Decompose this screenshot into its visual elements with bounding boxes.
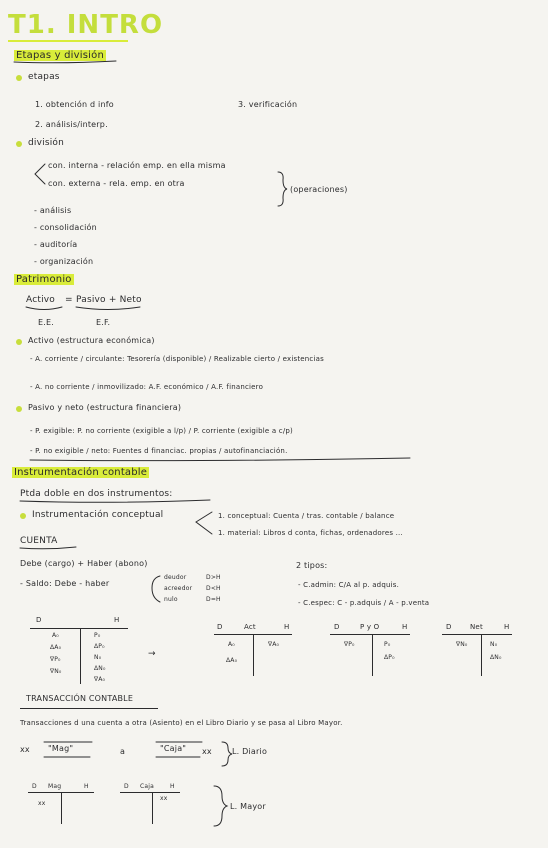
- taccount-main-right: ΔN₀: [94, 665, 106, 672]
- etapas-heading: etapas: [28, 72, 60, 82]
- libro-mayor-label: L. Mayor: [230, 802, 266, 811]
- mayor-caja-h: H: [170, 783, 175, 790]
- etapas-item-3: 3. verificación: [238, 100, 298, 109]
- taccount-act-left: A₀: [228, 641, 235, 648]
- saldo-deudor: deudor: [164, 574, 187, 581]
- label-ee: E.E.: [38, 318, 54, 327]
- mayor-brace: [214, 786, 227, 826]
- activo-heading: Activo (estructura económica): [28, 336, 155, 345]
- saldo-brace: [152, 576, 160, 602]
- saldo: - Saldo: Debe - haber: [20, 579, 110, 588]
- taccount-act-right: ∇A₀: [268, 641, 280, 648]
- mayor-caja-entry: xx: [160, 795, 168, 802]
- partida-doble: Ptda doble en dos instrumentos:: [20, 489, 173, 499]
- equation-equals: =: [65, 295, 73, 305]
- taccount-pyo-h: H: [402, 623, 408, 631]
- equation-pasivo-neto: Pasivo + Neto: [76, 295, 142, 305]
- taccount-pyo-right: P₀: [384, 641, 391, 648]
- taccount-net-right: ΔN₀: [490, 654, 502, 661]
- conceptual-angle-bracket: [196, 512, 212, 534]
- taccount-main-right: ΔP₀: [94, 643, 105, 650]
- asiento-xx-2: xx: [202, 747, 212, 756]
- pasivo-exigible: - P. exigible: P. no corriente (exigible a l/p) / P. corriente (exigible a c/p): [30, 427, 293, 435]
- taccount-act-name: Act: [244, 623, 256, 631]
- division-subtype: - consolidación: [34, 223, 97, 232]
- debe-haber: Debe (cargo) + Haber (abono): [20, 559, 148, 568]
- activo-no-corriente: - A. no corriente / inmovilizado: A.F. económico / A.F. financiero: [30, 383, 264, 391]
- section-transaccion: TRANSACCIÓN CONTABLE: [26, 694, 134, 703]
- asiento-mag: "Mag": [48, 744, 74, 753]
- pasivo-heading: Pasivo y neto (estructura financiera): [28, 403, 182, 412]
- division-subtype: - organización: [34, 257, 94, 266]
- section-patrimonio: Patrimonio: [16, 274, 72, 285]
- taccount-main-left: ∇N₀: [50, 668, 62, 675]
- section-etapas-division: Etapas y división: [16, 50, 104, 61]
- diario-brace: [222, 742, 232, 766]
- partida-doble-underline: [20, 500, 210, 502]
- page-title: T1. INTRO: [8, 10, 164, 40]
- taccount-main-left: A₀: [52, 632, 59, 639]
- division-externa: con. externa - rela. emp. en otra: [48, 179, 185, 188]
- taccount-net-left: ∇N₀: [456, 641, 468, 648]
- section-underline: [14, 61, 116, 63]
- tipo-admin: - C.admin: C/A al p. adquis.: [298, 581, 400, 589]
- taccount-act-d: D: [217, 623, 223, 631]
- conceptual-item-2: 1. material: Libros d conta, fichas, ordenadores ...: [218, 529, 403, 537]
- division-subtype: - auditoría: [34, 240, 78, 249]
- activo-corriente: - A. corriente / circulante: Tesorería (disponible) / Realizable cierto / existencias: [30, 355, 324, 363]
- mayor-mag-d: D: [32, 783, 37, 790]
- taccount-net-h: H: [504, 623, 510, 631]
- taccount-main-h: H: [114, 616, 120, 624]
- section-instrumentacion: Instrumentación contable: [14, 467, 148, 478]
- pasivo-no-exigible: - P. no exigible / neto: Fuentes d financiac. propias / autofinanciación.: [30, 447, 288, 455]
- pasivo-no-exigible-underline: [30, 458, 410, 461]
- conceptual-label: Instrumentación conceptual: [32, 510, 164, 520]
- mayor-mag-entry: xx: [38, 800, 46, 807]
- taccount-main-right: N₀: [94, 654, 102, 661]
- etapas-item-1: 1. obtención d info: [35, 100, 114, 109]
- taccount-pyo-right: ΔP₀: [384, 654, 395, 661]
- division-interna: con. interna - relación emp. en ella misma: [48, 161, 226, 170]
- division-operaciones: (operaciones): [290, 185, 348, 194]
- saldo-nulo-rule: D=H: [206, 596, 221, 603]
- taccount-net-right: N₀: [490, 641, 498, 648]
- saldo-nulo: nulo: [164, 596, 178, 603]
- taccount-main-left: ΔA₀: [50, 644, 62, 651]
- cuenta-underline: [20, 547, 76, 549]
- taccount-pyo-d: D: [334, 623, 340, 631]
- taccount-arrow: →: [148, 649, 156, 659]
- pasivo-neto-underbrace: [76, 307, 140, 310]
- taccount-main-left: ∇P₀: [50, 656, 61, 663]
- taccount-net-name: Net: [470, 623, 483, 631]
- tipos-heading: 2 tipos:: [296, 561, 328, 570]
- mayor-caja-d: D: [124, 783, 129, 790]
- mayor-caja-name: Caja: [140, 783, 155, 790]
- mayor-mag-name: Mag: [48, 783, 62, 790]
- division-angle-bracket: [35, 164, 45, 184]
- section-cuenta: CUENTA: [20, 536, 58, 546]
- taccount-act-h: H: [284, 623, 290, 631]
- etapas-item-2: 2. análisis/interp.: [35, 120, 108, 129]
- taccount-act-left: ΔA₀: [226, 657, 238, 664]
- tipo-espec: - C.espec: C - p.adquis / A - p.venta: [298, 599, 430, 607]
- saldo-acreedor: acreedor: [164, 585, 193, 592]
- saldo-deudor-rule: D>H: [206, 574, 221, 581]
- saldo-acreedor-rule: D<H: [206, 585, 221, 592]
- operaciones-brace: [278, 172, 287, 206]
- asiento-caja: "Caja": [160, 744, 187, 753]
- libro-diario-label: L. Diario: [232, 747, 268, 756]
- division-subtype: - análisis: [34, 206, 72, 215]
- conceptual-item-1: 1. conceptual: Cuenta / tras. contable / balance: [218, 512, 395, 520]
- asiento-xx-1: xx: [20, 745, 30, 754]
- transaccion-text: Transacciones d una cuenta a otra (Asiento) en el Libro Diario y se pasa al Libro Mayor.: [20, 719, 343, 727]
- equation-activo: Activo: [26, 295, 56, 305]
- mayor-mag-h: H: [84, 783, 89, 790]
- taccount-pyo-left: ∇P₀: [344, 641, 355, 648]
- asiento-a: a: [120, 747, 126, 756]
- taccount-net-d: D: [446, 623, 452, 631]
- taccount-main-right: P₀: [94, 632, 101, 639]
- taccount-main-d: D: [36, 616, 42, 624]
- division-heading: división: [28, 138, 65, 148]
- label-ef: E.F.: [96, 318, 111, 327]
- taccount-pyo-name: P y O: [360, 623, 380, 631]
- taccount-main-right: ∇A₀: [94, 676, 106, 683]
- activo-underbrace: [26, 307, 62, 310]
